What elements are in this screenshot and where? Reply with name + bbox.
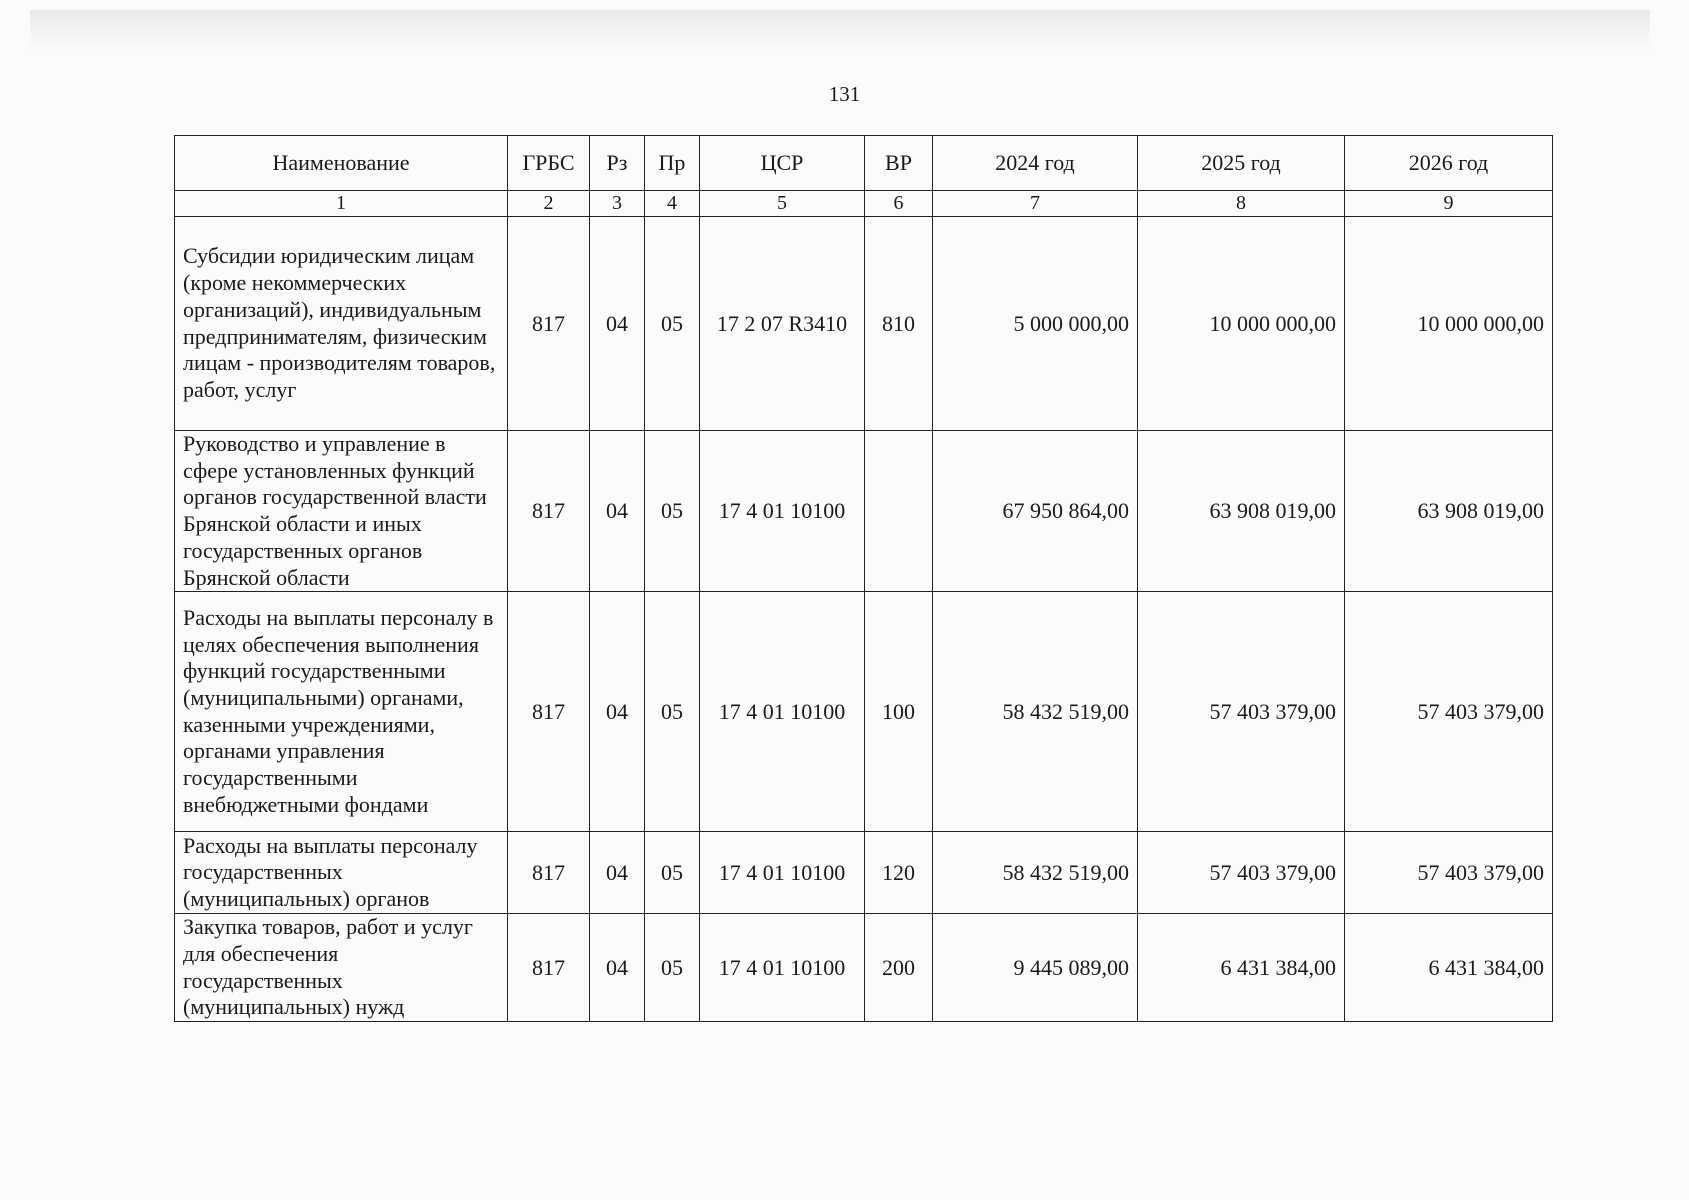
header-2025: 2025 год (1138, 136, 1345, 191)
row-2026: 10 000 000,00 (1345, 217, 1553, 431)
row-rz: 04 (590, 592, 645, 832)
column-number: 4 (645, 191, 700, 217)
row-pr: 05 (645, 217, 700, 431)
page-number: 131 (828, 82, 861, 106)
column-number-row (175, 191, 1553, 217)
row-grbs: 817 (508, 914, 590, 1022)
row-csr: 17 4 01 10100 (700, 431, 865, 592)
budget-table (174, 135, 1553, 1022)
scan-artifact (30, 10, 1650, 50)
row-2026: 63 908 019,00 (1345, 431, 1553, 592)
table-row (175, 832, 1553, 914)
row-2026: 57 403 379,00 (1345, 592, 1553, 832)
row-csr: 17 4 01 10100 (700, 832, 865, 914)
row-2025: 57 403 379,00 (1138, 832, 1345, 914)
row-csr: 17 4 01 10100 (700, 914, 865, 1022)
row-csr: 17 2 07 R3410 (700, 217, 865, 431)
row-grbs: 817 (508, 217, 590, 431)
row-vr: 810 (865, 217, 933, 431)
row-2024: 58 432 519,00 (933, 592, 1138, 832)
row-name: Расходы на выплаты персоналу в целях обеспечения выполнения функций государственными (муниципальными) органами, казенными учреждениями, органами управления государственными внебюджетными фондами (175, 592, 508, 832)
table-row (175, 217, 1553, 431)
row-rz: 04 (590, 217, 645, 431)
row-2025: 57 403 379,00 (1138, 592, 1345, 832)
row-vr (865, 431, 933, 592)
table-row (175, 592, 1553, 832)
header-grbs: ГРБС (508, 136, 590, 191)
row-2024: 67 950 864,00 (933, 431, 1138, 592)
row-pr: 05 (645, 914, 700, 1022)
row-name: Закупка товаров, работ и услуг для обеспечения государственных (муниципальных) нужд (175, 914, 508, 1022)
row-2024: 9 445 089,00 (933, 914, 1138, 1022)
row-2024: 5 000 000,00 (933, 217, 1138, 431)
header-name: Наименование (175, 136, 508, 191)
row-grbs: 817 (508, 832, 590, 914)
column-number: 2 (508, 191, 590, 217)
row-pr: 05 (645, 592, 700, 832)
row-pr: 05 (645, 832, 700, 914)
row-rz: 04 (590, 832, 645, 914)
row-2026: 6 431 384,00 (1345, 914, 1553, 1022)
row-name: Расходы на выплаты персоналу государственных (муниципальных) органов (175, 832, 508, 914)
header-pr: Пр (645, 136, 700, 191)
column-number: 5 (700, 191, 865, 217)
column-number: 3 (590, 191, 645, 217)
row-2026: 57 403 379,00 (1345, 832, 1553, 914)
header-rz: Рз (590, 136, 645, 191)
row-grbs: 817 (508, 592, 590, 832)
row-2025: 6 431 384,00 (1138, 914, 1345, 1022)
row-2025: 63 908 019,00 (1138, 431, 1345, 592)
row-2024: 58 432 519,00 (933, 832, 1138, 914)
row-vr: 200 (865, 914, 933, 1022)
column-number: 1 (175, 191, 508, 217)
column-number: 6 (865, 191, 933, 217)
row-name: Субсидии юридическим лицам (кроме некоммерческих организаций), индивидуальным предпринимателям, физическим лицам - производителям товаров, работ, услуг (175, 217, 508, 431)
row-rz: 04 (590, 431, 645, 592)
row-name: Руководство и управление в сфере установленных функций органов государственной власти Брянской области и иных государственных органов Брянской области (175, 431, 508, 592)
row-2025: 10 000 000,00 (1138, 217, 1345, 431)
row-vr: 120 (865, 832, 933, 914)
table-row (175, 431, 1553, 592)
row-grbs: 817 (508, 431, 590, 592)
header-vr: ВР (865, 136, 933, 191)
header-2024: 2024 год (933, 136, 1138, 191)
header-row (175, 136, 1553, 191)
column-number: 8 (1138, 191, 1345, 217)
header-csr: ЦСР (700, 136, 865, 191)
row-pr: 05 (645, 431, 700, 592)
header-2026: 2026 год (1345, 136, 1553, 191)
row-vr: 100 (865, 592, 933, 832)
column-number: 7 (933, 191, 1138, 217)
table-row (175, 914, 1553, 1022)
column-number: 9 (1345, 191, 1553, 217)
row-csr: 17 4 01 10100 (700, 592, 865, 832)
row-rz: 04 (590, 914, 645, 1022)
